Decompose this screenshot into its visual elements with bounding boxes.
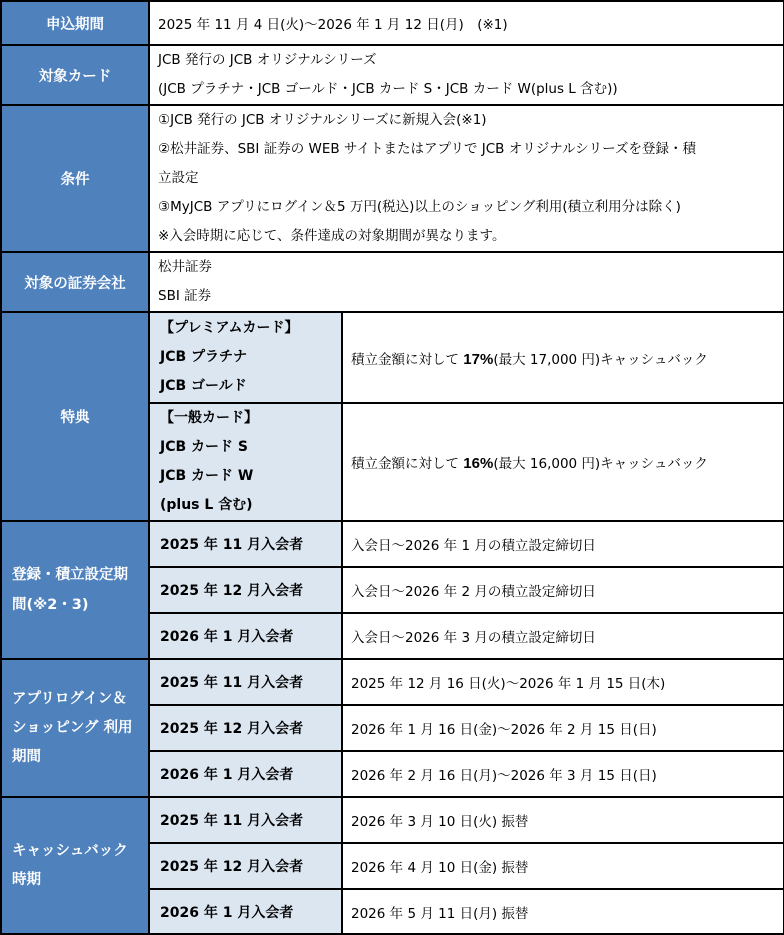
usage-label <box>1 659 149 797</box>
cashback-who: 2025 年 11 月入会者 <box>149 797 342 843</box>
benefit-card-line: JCB プラチナ <box>160 349 248 365</box>
benefit-card-line: JCB カード S <box>160 439 248 455</box>
row-application-period <box>1 1 784 45</box>
row-target-cards <box>1 45 784 105</box>
benefits-label: 特典 <box>1 312 149 521</box>
application-period-label: 申込期間 <box>1 1 149 45</box>
benefit-card-line: (plus L 含む) <box>160 497 253 513</box>
benefit-card-line: JCB ゴールド <box>160 378 247 394</box>
cashback-label-line: 時期 <box>12 871 41 888</box>
benefit-prefix: 積立金額に対して <box>351 351 464 368</box>
benefit-rate: 17% <box>463 350 494 368</box>
registration-who: 2025 年 11 月入会者 <box>149 521 342 567</box>
row-conditions <box>1 105 784 252</box>
usage-who: 2025 年 12 月入会者 <box>149 705 342 751</box>
usage-who: 2025 年 11 月入会者 <box>149 659 342 705</box>
benefit-premium-value <box>342 312 784 403</box>
benefit-card-line: JCB カード W <box>160 468 254 484</box>
registration-value: 入会日～2026 年 1 月の積立設定締切日 <box>342 521 784 567</box>
cashback-value: 2026 年 5 月 11 日(月) 振替 <box>342 889 784 934</box>
usage-label-line: アプリログイン＆ <box>12 690 127 707</box>
condition-line: ①JCB 発行の JCB オリジナルシリーズに新規入会(※1) <box>158 112 487 128</box>
cashback-label <box>1 797 149 934</box>
cashback-label-line: キャッシュバック <box>12 842 128 859</box>
benefit-card-line: 【プレミアムカード】 <box>160 320 299 336</box>
benefit-card-line: 【一般カード】 <box>160 410 258 426</box>
benefit-suffix: (最大 16,000 円)キャッシュバック <box>493 456 708 472</box>
benefit-rate: 16% <box>463 455 494 472</box>
target-cards-line: (JCB プラチナ・JCB ゴールド・JCB カード S・JCB カード W(plus L 含む)) <box>158 81 618 97</box>
row-usage-1 <box>1 659 784 705</box>
usage-value: 2026 年 2 月 16 日(月)～2026 年 3 月 15 日(日) <box>342 751 784 797</box>
brokers-label: 対象の証券会社 <box>1 252 149 312</box>
cashback-who: 2025 年 12 月入会者 <box>149 843 342 889</box>
usage-value: 2026 年 1 月 16 日(金)～2026 年 2 月 15 日(日) <box>342 705 784 751</box>
application-period-value: 2025 年 11 月 4 日(火)～2026 年 1 月 12 日(月) (※1) <box>149 1 784 45</box>
condition-line: 立設定 <box>158 170 199 186</box>
cashback-who: 2026 年 1 月入会者 <box>149 889 342 934</box>
benefit-suffix: (最大 17,000 円)キャッシュバック <box>493 351 708 368</box>
target-cards-label: 対象カード <box>1 45 149 105</box>
target-cards-value <box>149 45 784 105</box>
usage-who: 2026 年 1 月入会者 <box>149 751 342 797</box>
broker-item: SBI 証券 <box>158 288 212 304</box>
usage-label-line: 期間 <box>12 748 41 765</box>
registration-who: 2026 年 1 月入会者 <box>149 613 342 659</box>
target-cards-line: JCB 発行の JCB オリジナルシリーズ <box>158 52 377 68</box>
registration-value: 入会日～2026 年 3 月の積立設定締切日 <box>342 613 784 659</box>
usage-label-line: ショッピング 利用 <box>12 719 133 736</box>
benefit-general-value <box>342 403 784 521</box>
usage-value: 2025 年 12 月 16 日(火)～2026 年 1 月 15 日(木) <box>342 659 784 705</box>
benefit-general-cards <box>149 403 342 521</box>
row-cashback-1 <box>1 797 784 843</box>
row-benefit-premium <box>1 312 784 403</box>
condition-line: ※入会時期に応じて、条件達成の対象期間が異なります。 <box>158 228 506 244</box>
row-brokers <box>1 252 784 312</box>
cashback-value: 2026 年 4 月 10 日(金) 振替 <box>342 843 784 889</box>
registration-who: 2025 年 12 月入会者 <box>149 567 342 613</box>
brokers-value <box>149 252 784 312</box>
condition-line: ②松井証券、SBI 証券の WEB サイトまたはアプリで JCB オリジナルシリーズを登録・積 <box>158 141 697 157</box>
broker-item: 松井証券 <box>158 259 212 275</box>
benefit-prefix: 積立金額に対して <box>351 456 464 472</box>
registration-label: 登録・積立設定期間(※2・3) <box>1 521 149 659</box>
benefit-premium-cards <box>149 312 342 403</box>
conditions-label: 条件 <box>1 105 149 252</box>
conditions-value <box>149 105 784 252</box>
row-registration-1 <box>1 521 784 567</box>
cashback-value: 2026 年 3 月 10 日(火) 振替 <box>342 797 784 843</box>
registration-value: 入会日～2026 年 2 月の積立設定締切日 <box>342 567 784 613</box>
condition-line: ③MyJCB アプリにログイン＆5 万円(税込)以上のショッピング利用(積立利用分は除く) <box>158 199 681 215</box>
